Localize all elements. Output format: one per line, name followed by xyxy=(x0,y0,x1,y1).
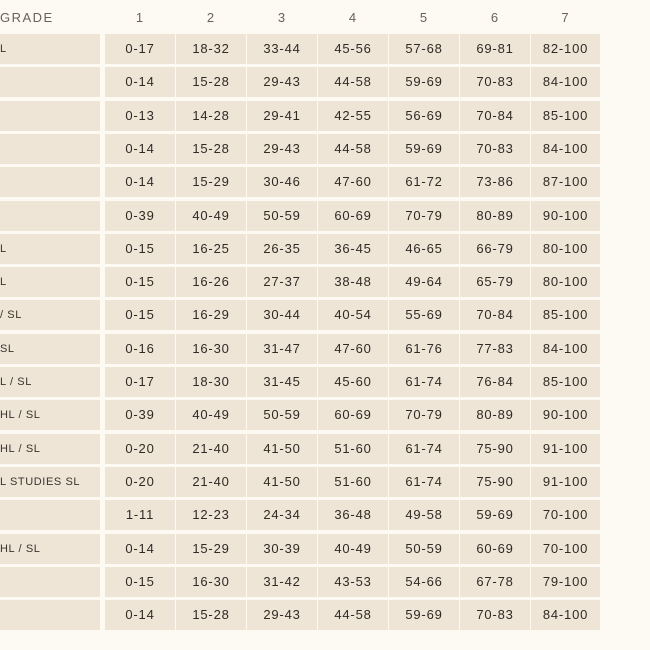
subject-cell: HL / SL xyxy=(0,534,100,564)
grade-range-cell: 16-29 xyxy=(176,300,246,330)
grade-range-cell: 0-14 xyxy=(105,134,175,164)
grade-range-cell: 30-39 xyxy=(247,534,317,564)
grade-range-cell: 55-69 xyxy=(389,300,459,330)
grade-range-cell: 91-100 xyxy=(531,434,600,464)
grade-range-cell: 80-100 xyxy=(531,234,600,264)
grade-range-cell: 40-49 xyxy=(318,534,388,564)
table-row xyxy=(0,101,650,131)
table-row xyxy=(0,300,650,330)
subject-cell xyxy=(0,500,100,530)
grade-range-cell: 80-100 xyxy=(531,267,600,297)
grade-range-cell: 70-83 xyxy=(460,134,530,164)
grade-range-cell: 0-15 xyxy=(105,567,175,597)
table-row xyxy=(0,267,650,297)
grade-range-cell: 30-46 xyxy=(247,167,317,197)
grade-range-cell: 82-100 xyxy=(531,34,600,64)
subject-cell xyxy=(0,600,100,630)
grade-range-cell: 87-100 xyxy=(531,167,600,197)
grade-range-cell: 66-79 xyxy=(460,234,530,264)
grade-range-cell: 40-49 xyxy=(176,400,246,430)
grade-range-cell: 44-58 xyxy=(318,134,388,164)
grade-range-cell: 18-30 xyxy=(176,367,246,397)
grade-range-cell: 12-23 xyxy=(176,500,246,530)
grade-range-cell: 67-78 xyxy=(460,567,530,597)
grade-range-cell: 59-69 xyxy=(389,600,459,630)
table-header xyxy=(0,0,650,36)
subject-cell: L xyxy=(0,234,100,264)
subject-cell xyxy=(0,101,100,131)
grade-range-cell: 0-15 xyxy=(105,234,175,264)
grade-range-cell: 45-56 xyxy=(318,34,388,64)
table-row xyxy=(0,434,650,464)
grade-range-cell: 50-59 xyxy=(247,400,317,430)
grade-range-cell: 15-28 xyxy=(176,67,246,97)
table-row xyxy=(0,167,650,197)
grade-range-cell: 61-74 xyxy=(389,367,459,397)
grade-range-cell: 0-17 xyxy=(105,34,175,64)
grade-range-cell: 70-84 xyxy=(460,300,530,330)
grade-range-cell: 79-100 xyxy=(531,567,600,597)
grade-range-cell: 16-26 xyxy=(176,267,246,297)
grade-range-cell: 31-47 xyxy=(247,334,317,364)
grade-range-cell: 0-15 xyxy=(105,300,175,330)
grade-range-cell: 84-100 xyxy=(531,67,600,97)
grade-range-cell: 24-34 xyxy=(247,500,317,530)
grade-range-cell: 36-48 xyxy=(318,500,388,530)
grade-range-cell: 29-41 xyxy=(247,101,317,131)
table-row xyxy=(0,201,650,231)
grade-range-cell: 54-66 xyxy=(389,567,459,597)
grade-range-cell: 61-76 xyxy=(389,334,459,364)
grade-range-cell: 41-50 xyxy=(247,467,317,497)
grade-range-cell: 65-79 xyxy=(460,267,530,297)
table-row xyxy=(0,334,650,364)
grade-range-cell: 60-69 xyxy=(318,201,388,231)
grade-range-cell: 44-58 xyxy=(318,67,388,97)
grade-column-label: GRADE xyxy=(0,10,54,25)
subject-cell xyxy=(0,167,100,197)
grade-range-cell: 0-39 xyxy=(105,400,175,430)
grade-range-cell: 70-79 xyxy=(389,400,459,430)
grade-header-5: 5 xyxy=(419,10,429,25)
grade-range-cell: 59-69 xyxy=(389,67,459,97)
grade-range-cell: 15-29 xyxy=(176,167,246,197)
grade-range-cell: 0-16 xyxy=(105,334,175,364)
subject-cell: / SL xyxy=(0,300,100,330)
grade-range-cell: 80-89 xyxy=(460,400,530,430)
subject-cell xyxy=(0,67,100,97)
table-row xyxy=(0,600,650,630)
grade-range-cell: 59-69 xyxy=(389,134,459,164)
grade-range-cell: 70-84 xyxy=(460,101,530,131)
subject-cell: SL xyxy=(0,334,100,364)
table-row xyxy=(0,234,650,264)
grade-range-cell: 75-90 xyxy=(460,467,530,497)
grade-range-cell: 85-100 xyxy=(531,300,600,330)
grade-header-7: 7 xyxy=(561,10,570,25)
grade-range-cell: 45-60 xyxy=(318,367,388,397)
grade-range-cell: 0-14 xyxy=(105,534,175,564)
grade-range-cell: 40-49 xyxy=(176,201,246,231)
grade-range-cell: 40-54 xyxy=(318,300,388,330)
grade-range-cell: 31-42 xyxy=(247,567,317,597)
grade-range-cell: 70-83 xyxy=(460,600,530,630)
grade-range-cell: 16-30 xyxy=(176,567,246,597)
grade-range-cell: 90-100 xyxy=(531,400,600,430)
grade-range-cell: 51-60 xyxy=(318,467,388,497)
grade-range-cell: 49-58 xyxy=(389,500,459,530)
grade-range-cell: 41-50 xyxy=(247,434,317,464)
grade-range-cell: 46-65 xyxy=(389,234,459,264)
table-row xyxy=(0,567,650,597)
subject-cell xyxy=(0,567,100,597)
grade-range-cell: 30-44 xyxy=(247,300,317,330)
grade-range-cell: 0-39 xyxy=(105,201,175,231)
grade-range-cell: 69-81 xyxy=(460,34,530,64)
grade-range-cell: 57-68 xyxy=(389,34,459,64)
grade-range-cell: 29-43 xyxy=(247,600,317,630)
grade-range-cell: 70-79 xyxy=(389,201,459,231)
grade-range-cell: 29-43 xyxy=(247,134,317,164)
grade-range-cell: 84-100 xyxy=(531,334,600,364)
grade-range-cell: 0-20 xyxy=(105,434,175,464)
grade-range-cell: 31-45 xyxy=(247,367,317,397)
grade-range-cell: 43-53 xyxy=(318,567,388,597)
grade-range-cell: 70-83 xyxy=(460,67,530,97)
grade-range-cell: 29-43 xyxy=(247,67,317,97)
grade-range-cell: 0-14 xyxy=(105,67,175,97)
table-row xyxy=(0,500,650,530)
grade-range-cell: 1-11 xyxy=(105,500,175,530)
grade-range-cell: 59-69 xyxy=(460,500,530,530)
grade-range-cell: 60-69 xyxy=(460,534,530,564)
grade-range-cell: 80-89 xyxy=(460,201,530,231)
grade-range-cell: 26-35 xyxy=(247,234,317,264)
grade-range-cell: 84-100 xyxy=(531,134,600,164)
grade-range-cell: 0-14 xyxy=(105,167,175,197)
grade-range-cell: 42-55 xyxy=(318,101,388,131)
subject-cell xyxy=(0,134,100,164)
grade-range-cell: 50-59 xyxy=(389,534,459,564)
grade-range-cell: 84-100 xyxy=(531,600,600,630)
subject-cell: L STUDIES SL xyxy=(0,467,100,497)
grade-range-cell: 0-20 xyxy=(105,467,175,497)
table-row xyxy=(0,134,650,164)
subject-cell: L / SL xyxy=(0,367,100,397)
grade-range-cell: 0-15 xyxy=(105,267,175,297)
grade-range-cell: 36-45 xyxy=(318,234,388,264)
grade-range-cell: 60-69 xyxy=(318,400,388,430)
grade-range-cell: 70-100 xyxy=(531,534,600,564)
grade-range-cell: 0-13 xyxy=(105,101,175,131)
grade-range-cell: 27-37 xyxy=(247,267,317,297)
grade-range-cell: 50-59 xyxy=(247,201,317,231)
grade-range-cell: 91-100 xyxy=(531,467,600,497)
grade-range-cell: 61-72 xyxy=(389,167,459,197)
grade-header-6: 6 xyxy=(490,10,500,25)
grade-range-cell: 44-58 xyxy=(318,600,388,630)
grade-range-cell: 15-28 xyxy=(176,600,246,630)
subject-cell xyxy=(0,201,100,231)
grade-range-cell: 49-64 xyxy=(389,267,459,297)
grade-range-cell: 14-28 xyxy=(176,101,246,131)
grade-header-1: 1 xyxy=(135,10,145,25)
grade-range-cell: 85-100 xyxy=(531,101,600,131)
grade-range-cell: 16-25 xyxy=(176,234,246,264)
grade-range-cell: 21-40 xyxy=(176,467,246,497)
subject-cell: L xyxy=(0,34,100,64)
grade-range-cell: 21-40 xyxy=(176,434,246,464)
grade-range-cell: 18-32 xyxy=(176,34,246,64)
grade-header-2: 2 xyxy=(206,10,216,25)
grade-range-cell: 15-28 xyxy=(176,134,246,164)
grade-range-cell: 47-60 xyxy=(318,334,388,364)
table-row xyxy=(0,467,650,497)
subject-cell: HL / SL xyxy=(0,400,100,430)
table-row xyxy=(0,67,650,97)
grade-range-cell: 51-60 xyxy=(318,434,388,464)
table-row xyxy=(0,367,650,397)
grade-header-3: 3 xyxy=(277,10,287,25)
table-row xyxy=(0,534,650,564)
grade-range-cell: 61-74 xyxy=(389,467,459,497)
grade-range-cell: 77-83 xyxy=(460,334,530,364)
grade-range-cell: 0-14 xyxy=(105,600,175,630)
grade-range-cell: 0-17 xyxy=(105,367,175,397)
grade-range-cell: 70-100 xyxy=(531,500,600,530)
grade-range-cell: 75-90 xyxy=(460,434,530,464)
subject-cell: HL / SL xyxy=(0,434,100,464)
subject-cell: L xyxy=(0,267,100,297)
grade-range-cell: 76-84 xyxy=(460,367,530,397)
grade-range-cell: 38-48 xyxy=(318,267,388,297)
grade-header-4: 4 xyxy=(348,10,358,25)
table-row xyxy=(0,400,650,430)
table-row xyxy=(0,34,650,64)
grade-range-cell: 90-100 xyxy=(531,201,600,231)
grade-range-cell: 15-29 xyxy=(176,534,246,564)
grade-range-cell: 33-44 xyxy=(247,34,317,64)
grade-range-cell: 56-69 xyxy=(389,101,459,131)
grade-range-cell: 73-86 xyxy=(460,167,530,197)
grade-range-cell: 61-74 xyxy=(389,434,459,464)
grade-range-cell: 16-30 xyxy=(176,334,246,364)
grade-range-cell: 47-60 xyxy=(318,167,388,197)
grade-range-cell: 85-100 xyxy=(531,367,600,397)
